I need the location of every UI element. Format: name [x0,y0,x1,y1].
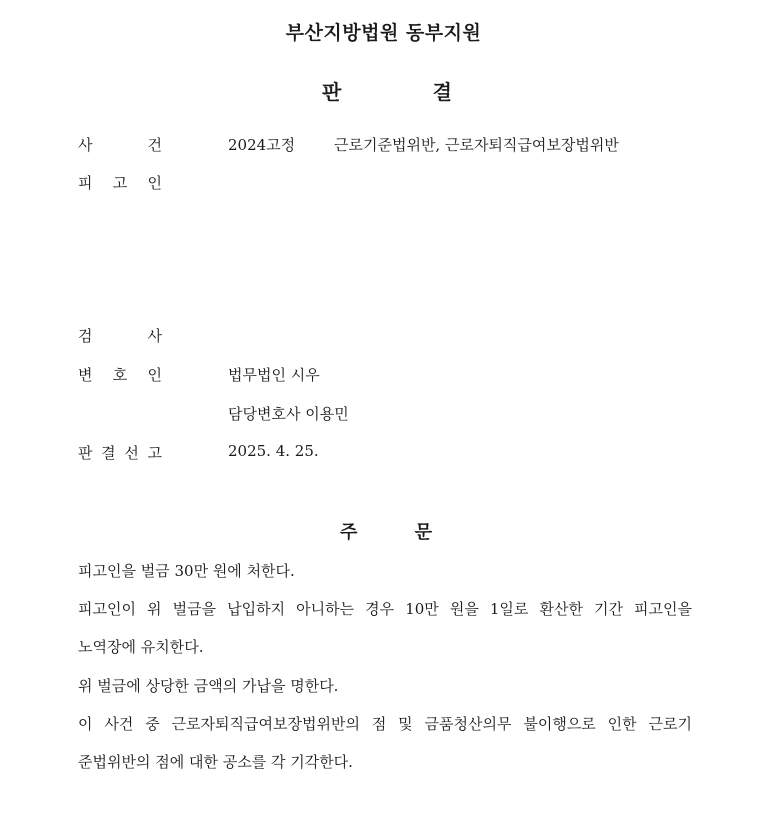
defendant-label [78,172,162,193]
prosecutor-label [78,325,162,346]
label-char: 사 [147,327,162,345]
case-charge: 근로기준법위반, 근로자퇴직급여보장법위반 [334,136,619,154]
order-line: 피고인이 위 벌금을 납입하지 아니하는 경우 10만 원을 1일로 환산한 기간 피고인을 [78,600,692,618]
label-char: 건 [147,136,162,154]
case-label [78,134,162,155]
label-char: 변 [78,366,93,384]
judgment-date-value: 2025. 4. 25. [228,442,319,460]
order-line: 이 사건 중 근로자퇴직급여보장법위반의 점 및 금품청산의무 불이행으로 인한 근로기 [78,715,692,733]
document-title-char: 결 [432,80,452,104]
judgment-date-row [0,442,767,466]
order-title-char: 문 [414,522,432,543]
counsel-row [0,364,767,388]
label-char: 인 [147,366,162,384]
order-title-char: 주 [340,522,358,543]
defendant-row [0,172,767,196]
label-char: 피 [78,174,93,192]
order-line: 준법위반의 점에 대한 공소를 각 기각한다. [78,753,353,771]
document-title [322,76,452,105]
label-char: 인 [147,174,162,192]
label-char: 결 [101,444,116,462]
order-line: 위 벌금에 상당한 금액의 가납을 명한다. [78,677,339,695]
order-line: 노역장에 유치한다. [78,638,204,656]
order-line: 피고인을 벌금 30만 원에 처한다. [78,562,295,580]
counsel-firm: 법무법인 시우 [228,366,320,384]
label-char: 고 [147,444,162,462]
judgment-date-label [78,442,162,463]
label-char: 사 [78,136,93,154]
court-name: 부산지방법원 동부지원 [285,22,482,44]
label-char: 검 [78,327,93,345]
label-char: 판 [78,444,93,462]
document-title-char: 판 [322,80,342,104]
counsel-attorney: 담당변호사 이용민 [228,405,349,423]
label-char: 고 [112,174,128,192]
order-title [340,518,432,544]
counsel-attorney-row [0,403,767,427]
label-char: 선 [124,444,139,462]
case-row [0,134,767,158]
label-char: 호 [112,366,128,384]
case-number: 2024고정 [228,136,296,154]
prosecutor-row [0,325,767,349]
counsel-label [78,364,162,385]
